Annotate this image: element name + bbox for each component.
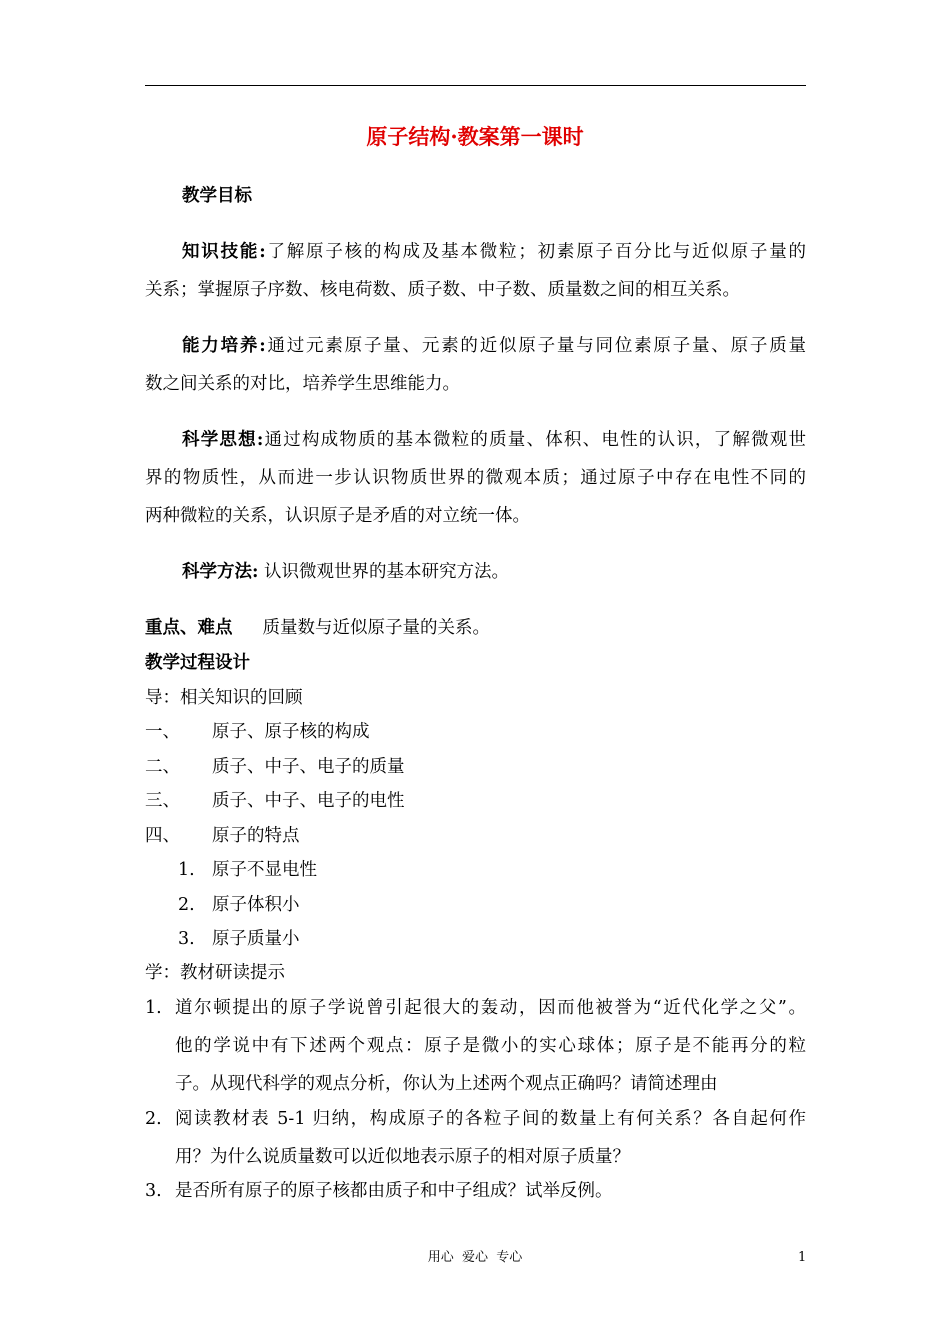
question-number: 3.	[145, 1181, 162, 1201]
key-points-label: 重点、难点	[145, 618, 233, 638]
list-item-text: 质子、中子、电子的电性	[212, 791, 405, 811]
list-item-text: 原子、原子核的构成	[212, 722, 370, 742]
objectives-heading: 教学目标	[182, 186, 252, 206]
question-1-line3: 子。从现代科学的观点分析，你认为上述两个观点正确吗？请简述理由	[175, 1074, 718, 1094]
sublist-item-text: 原子质量小	[212, 929, 300, 949]
ability-label: 能力培养:	[182, 336, 266, 356]
sublist-item-text: 原子体积小	[212, 895, 300, 915]
list-number: 二、	[145, 757, 180, 777]
knowledge-text-1: 了解原子核的构成及基本微粒；初素原子百分比与近似原子量的	[265, 242, 806, 262]
question-1-line1: 道尔顿提出的原子学说曾引起很大的轰动，因而他被誉为“近代化学之父”。	[175, 998, 806, 1018]
question-number: 1.	[145, 998, 162, 1018]
ability-text-1: 通过元素原子量、元素的近似原子量与同位素原子量、原子质量	[265, 336, 806, 356]
key-points-text: 质量数与近似原子量的关系。	[262, 618, 490, 638]
thinking-paragraph-line3: 两种微粒的关系，认识原子是矛盾的对立统一体。	[145, 506, 530, 526]
thinking-paragraph-line1	[182, 428, 806, 452]
list-number: 三、	[145, 791, 180, 811]
list-number: 四、	[145, 826, 180, 846]
header-rule	[145, 85, 806, 86]
sublist-number: 3.	[178, 929, 195, 949]
list-item	[145, 824, 180, 848]
key-points	[145, 616, 490, 640]
process-intro: 导：相关知识的回顾	[145, 688, 303, 708]
study-heading: 学：教材研读提示	[145, 963, 285, 983]
knowledge-paragraph-line1	[182, 240, 806, 264]
list-item-text: 质子、中子、电子的质量	[212, 757, 405, 777]
sublist-number: 1.	[178, 860, 195, 880]
footer-motto	[0, 1250, 950, 1266]
list-item-text: 原子的特点	[212, 826, 300, 846]
thinking-text-1: 通过构成物质的基本微粒的质量、体积、电性的认识，了解微观世	[263, 430, 806, 450]
list-number: 一、	[145, 722, 180, 742]
ability-paragraph-line2: 数之间关系的对比，培养学生思维能力。	[145, 374, 460, 394]
question-2-line2: 用？为什么说质量数可以近似地表示原子的相对原子质量？	[175, 1147, 630, 1167]
knowledge-label: 知识技能:	[182, 242, 266, 262]
method-label: 科学方法:	[182, 562, 259, 582]
list-item	[145, 755, 180, 779]
thinking-label: 科学思想:	[182, 430, 264, 450]
knowledge-paragraph-line2: 关系；掌握原子序数、核电荷数、质子数、中子数、质量数之间的相互关系。	[145, 280, 740, 300]
question-3-line1: 是否所有原子的原子核都由质子和中子组成？试举反例。	[175, 1181, 613, 1201]
question-1-line2: 他的学说中有下述两个观点：原子是微小的实心球体；原子是不能再分的粒	[175, 1036, 806, 1056]
sublist-item-text: 原子不显电性	[212, 860, 317, 880]
method-paragraph	[182, 560, 509, 584]
ability-paragraph-line1	[182, 334, 806, 358]
question-2-line1: 阅读教材表 5-1 归纳，构成原子的各粒子间的数量上有何关系？各自起何作	[175, 1109, 806, 1129]
list-item	[145, 720, 180, 744]
page-title: 原子结构·教案第一课时	[366, 124, 584, 149]
method-text: 认识微观世界的基本研究方法。	[264, 562, 510, 582]
list-item	[145, 789, 180, 813]
sublist-number: 2.	[178, 895, 195, 915]
process-heading: 教学过程设计	[145, 653, 250, 673]
page-number: 1	[798, 1250, 807, 1265]
thinking-paragraph-line2: 界的物质性，从而进一步认识物质世界的微观本质；通过原子中存在电性不同的	[145, 468, 806, 488]
question-number: 2.	[145, 1109, 162, 1129]
footer-motto-text: 用心 爱心 专心	[427, 1250, 523, 1265]
